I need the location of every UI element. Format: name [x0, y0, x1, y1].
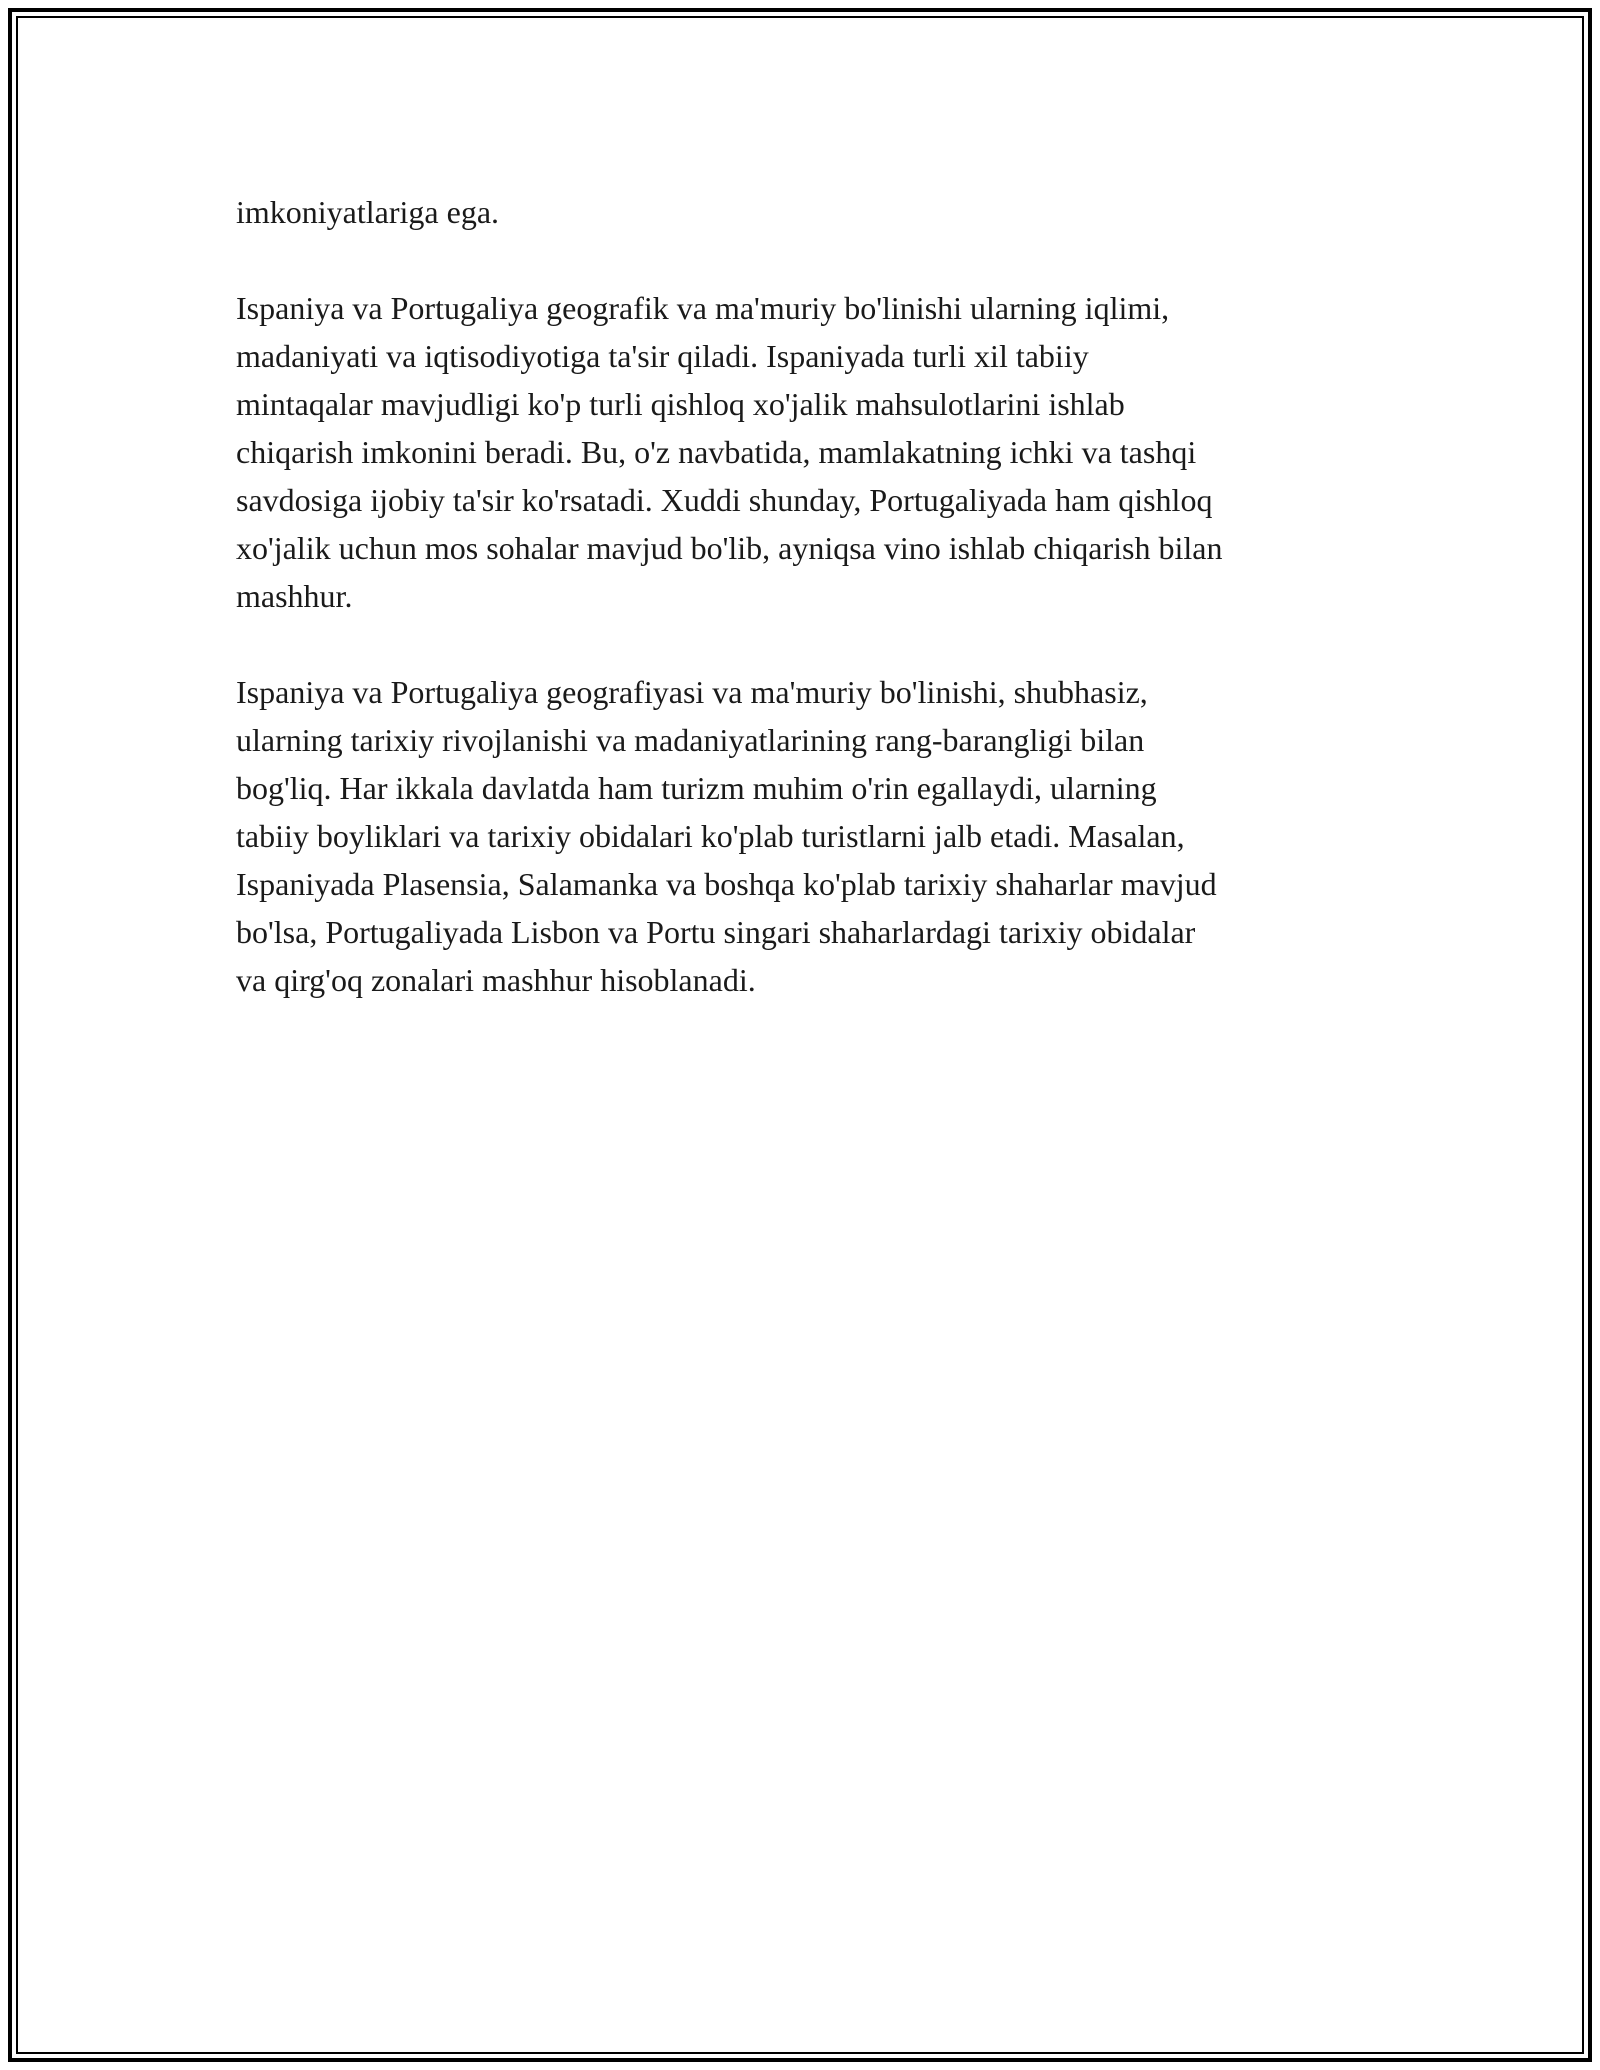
- document-body: [236, 188, 1376, 1004]
- paragraph-geography-economy: Ispaniya va Portugaliya geografik va ma'muriy bo'linishi ularning iqlimi, madaniyati va iqtisodiyotiga ta'sir qiladi. Ispaniyada turli xil tabiiy mintaqalar mavjudligi ko'p turli qishloq xo'jalik mahsulotlarini ishlab chiqarish imkonini beradi. Bu, o'z navbatida, mamlakatning ichki va tashqi savdosiga ijobiy ta'sir ko'rsatadi. Xuddi shunday, Portugaliyada ham qishloq xo'jalik uchun mos sohalar mavjud bo'lib, ayniqsa vino ishlab chiqarish bilan mashhur.: [236, 290, 1223, 614]
- paragraph-history-tourism: Ispaniya va Portugaliya geografiyasi va ma'muriy bo'linishi, shubhasiz, ularning tarixiy rivojlanishi va madaniyatlarining rang-barangligi bilan bog'liq. Har ikkala davlatda ham turizm muhim o'rin egallaydi, ularning tabiiy boyliklari va tarixiy obidalari ko'plab turistlarni jalb etadi. Masalan, Ispaniyada Plasensia, Salamanka va boshqa ko'plab tarixiy shaharlar mavjud bo'lsa, Portugaliyada Lisbon va Portu singari shaharlardagi tarixiy obidalar va qirg'oq zonalari mashhur hisoblanadi.: [236, 674, 1217, 998]
- paragraph-continuation: imkoniyatlariga ega.: [236, 194, 500, 230]
